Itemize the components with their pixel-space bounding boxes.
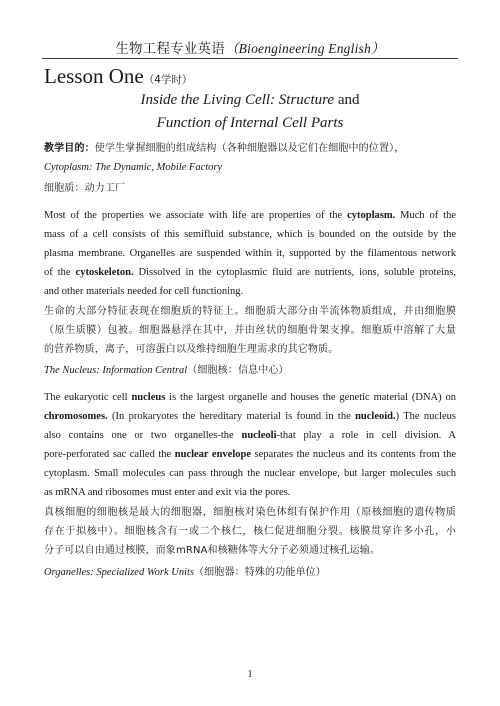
text-run: The eukaryotic cell [44,392,132,403]
nucleus-cn-line3: 分子可以自由通过核膜，而象mRNA和核糖体等大分子必须通过核孔运输。 [44,545,381,556]
term-nucleoid: nucleoid. [355,411,396,422]
subtitle-italic-2: Function of Internal Cell Parts [156,115,344,131]
text-run: Much of the [395,210,456,221]
term-cytoskeleton: cytoskeleton. [75,267,134,278]
term-nuclear-envelope: nuclear envelope [174,449,252,460]
cyto-cn-line2: （原生质膜）包被。细胞器悬浮在其中，并由丝状的细胞骨架支撑。细胞质中溶解了大量 [44,325,456,336]
lesson-title-text: Lesson One [44,64,144,88]
nucleus-line6: as mRNA and ribosomes must enter and exit via the pores. [44,487,291,498]
cyto-p1-line5: and other materials needed for cell functioning. [44,286,244,297]
text-run: (In prokaryotes the hereditary material is found in the [107,411,356,422]
cyto-cn-line3: 的营养物质，离子，可溶蛋白以及维持细胞生理需求的其它物质。 [44,344,339,355]
lesson-hours: （4学时） [143,74,193,86]
term-nucleus: nucleus [131,392,166,403]
subtitle-italic: Inside the Living Cell: Structure [140,92,335,108]
cytoplasm-heading: Cytoplasm: The Dynamic, Mobile Factory [44,162,223,173]
term-nucleoli: nucleoli [241,430,277,441]
term-chromosomes: chromosomes. [44,411,108,422]
nucleus-line4 [44,449,456,461]
organelles-heading-en: Organelles: Specialized Work Units [44,567,194,578]
goal-line [44,143,456,155]
text-run: Most of the properties we associate with life are properties of the [44,210,348,221]
header-title-en: （Bioengineering English） [224,41,385,56]
subtitle-line-1 [0,92,500,109]
lesson-title [44,64,192,89]
text-run: separates the nucleus and its contents from the [251,449,457,460]
organelles-heading [44,567,456,579]
header-rule [42,58,458,59]
nucleus-line3 [44,430,456,442]
text-run: of the [44,267,76,278]
organelles-heading-cn: （细胞器：特殊的功能单位） [194,567,326,578]
cyto-p1-line2: mass of a cell consists of this semifluid substance, which is bounded on the outside by the [44,229,456,240]
nucleus-cn-line2: 存在于拟核中）。细胞核含有一或二个核仁，核仁促进细胞分裂。核膜贯穿许多小孔，小 [44,526,456,537]
nucleus-line5: cytoplasm. Small molecules can pass through the nuclear envelope, but larger molecules such [44,468,456,479]
cyto-cn-line1: 生命的大部分特征表现在细胞质的特征上。细胞质大部分由半流体物质组成，并由细胞膜 [44,306,456,317]
nucleus-line1 [44,392,456,404]
nucleus-heading-en: The Nucleus: Information Central [44,365,188,376]
page-number: 1 [247,669,253,680]
text-run: -that play a role in cell division. A [276,430,456,441]
cytoplasm-heading-cn: 细胞质：动力工厂 [44,183,126,194]
goal-label: 教学目的： [44,143,95,154]
nucleus-cn-line1: 真核细胞的细胞核是最大的细胞器，细胞核对染色体组有保护作用（原核细胞的遗传物质 [44,507,456,518]
nucleus-line2 [44,411,456,423]
cyto-p1-line1 [44,210,456,222]
cyto-p1-line3: plasma membrane. Organelles are suspended within it, supported by the filamentous network [44,248,456,259]
text-run: pore-perforated sac called the [44,449,175,460]
header-title-cn: 生物工程专业英语 [115,41,225,57]
term-cytoplasm: cytoplasm. [347,210,396,221]
goal-text: 使学生掌握细胞的组成结构（各种细胞器以及它们在细胞中的位置）， [94,143,405,154]
subtitle-and: and [334,92,360,108]
text-run: is the largest organelle and houses the genetic material (DNA) on [165,392,456,403]
page-header [0,37,500,57]
nucleus-heading-cn: （细胞核：信息中心） [187,365,289,376]
nucleus-heading [44,365,456,377]
text-run: ) The nucleus [395,411,456,422]
text-run: Dissolved in the cytoplasmic fluid are nutrients, ions, soluble proteins, [133,267,456,278]
subtitle-line-2 [0,115,500,132]
text-run: also contains one or two organelles-the [44,430,242,441]
cyto-p1-line4 [44,267,456,279]
